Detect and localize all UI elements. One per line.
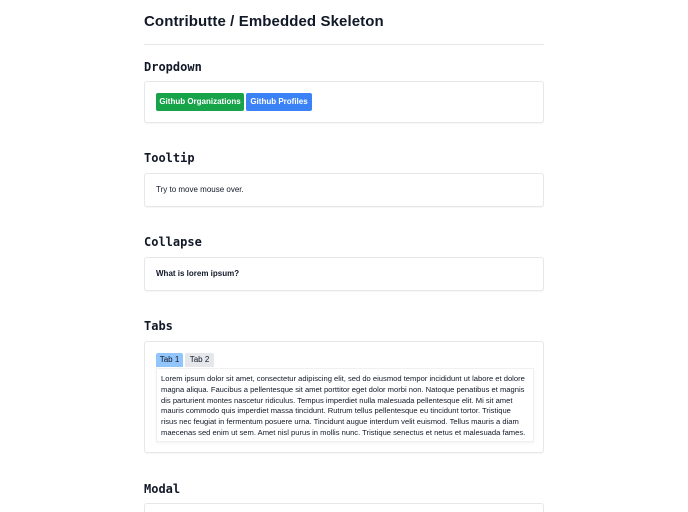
tab-2[interactable]: Tab 2 [185, 353, 214, 367]
tooltip-trigger-text[interactable]: Try to move mouse over. [156, 185, 244, 194]
dropdown-card [144, 81, 544, 123]
modal-card [144, 503, 544, 512]
tabs-heading: Tabs [144, 319, 173, 333]
collapse-card[interactable] [144, 257, 544, 291]
tab-panel-text: Lorem ipsum dolor sit amet, consectetur adipiscing elit, sed do eiusmod tempor incididunt ut labore et dolore magna aliqua. Faucibus a pellentesque sit amet porttitor eget dolor morbi non. Natoque penatibus et magnis dis parturient montes nascetur ridiculus. Tempus imperdiet nulla malesuada pellentesque elit. Mi sit amet mauris commodo quis imperdiet massa tincidunt. Rutrum tellus pellentesque eu tincidunt tortor. Tristique risus nec feugiat in fermentum posuere urna. Tincidunt augue interdum velit euismod. Tellus mauris a diam maecenas sed enim ut sem. Amet nisl purus in mollis nunc. Tristique senectus et netus et malesuada fames. [161, 374, 526, 437]
dropdown-heading: Dropdown [144, 60, 202, 74]
collapse-question[interactable]: What is lorem ipsum? [156, 269, 240, 278]
title-divider [144, 44, 544, 45]
tab-1[interactable]: Tab 1 [156, 353, 183, 367]
page-title: Contributte / Embedded Skeleton [144, 13, 384, 30]
tooltip-heading: Tooltip [144, 151, 195, 165]
modal-heading: Modal [144, 482, 181, 496]
tab-panel [156, 368, 534, 442]
tabs-card [144, 341, 544, 453]
github-profiles-button[interactable]: Github Profiles [246, 93, 312, 111]
collapse-heading: Collapse [144, 235, 202, 249]
github-organizations-button[interactable]: Github Organizations [156, 93, 244, 111]
tooltip-card[interactable] [144, 173, 544, 207]
